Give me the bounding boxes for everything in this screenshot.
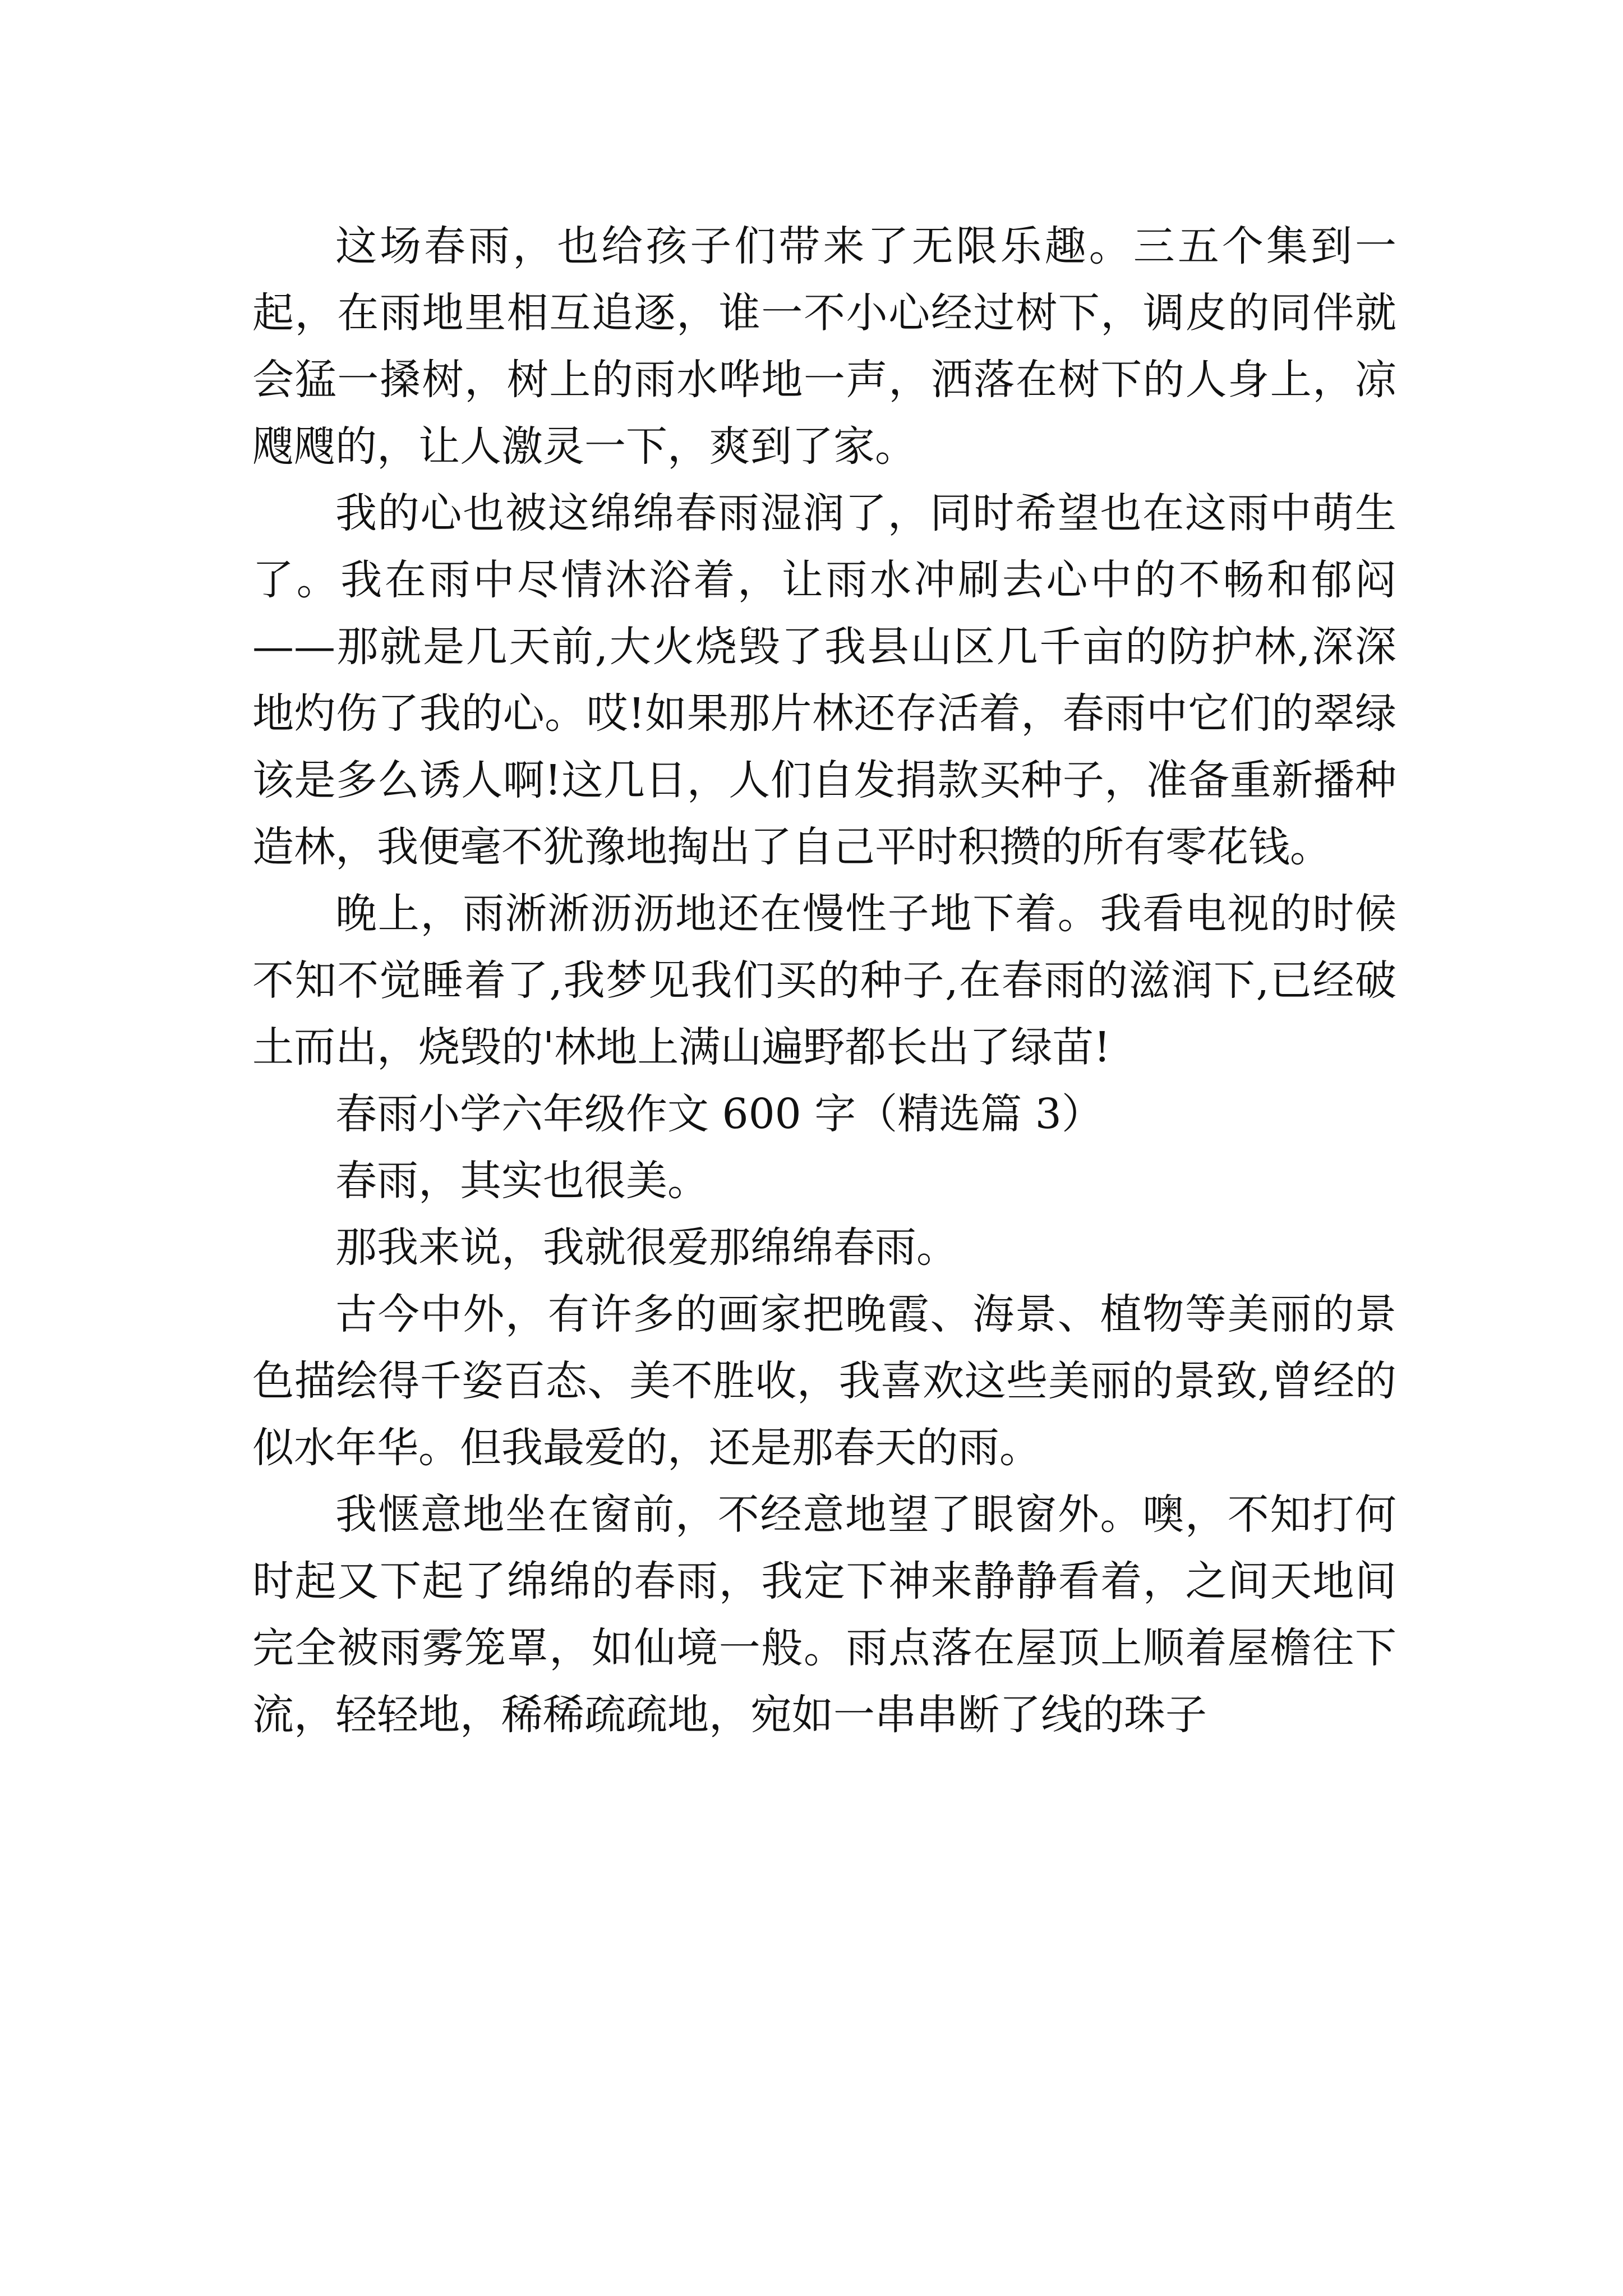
paragraph-evening-dream: 晚上，雨淅淅沥沥地还在慢性子地下着。我看电视的时候不知不觉睡着了,我梦见我们买的种子,在春雨的滋润下,已经破土而出，烧毁的'林地上满山遍野都长出了绿苗!	[252, 890, 1396, 1071]
document-body	[252, 213, 1396, 1749]
paragraph-painters-scenery: 古今中外，有许多的画家把晚霞、海景、植物等美丽的景色描绘得千姿百态、美不胜收，我喜欢这些美丽的景致,曾经的似水年华。但我最爱的，还是那春天的雨。	[252, 1290, 1396, 1472]
paragraph-spring-rain-beautiful: 春雨，其实也很美。	[335, 1157, 709, 1205]
paragraph-hope-forest: 我的心也被这绵绵春雨湿润了，同时希望也在这雨中萌生了。我在雨中尽情沐浴着，让雨水冲刷去心中的不畅和郁闷——那就是几天前,大火烧毁了我县山区几千亩的防护林,深深地灼伤了我的心。哎!如果那片林还存活着，春雨中它们的翠绿该是多么诱人啊!这几日，人们自发捐款买种子，准备重新播种造林，我便毫不犹豫地掏出了自己平时积攒的所有零花钱。	[252, 489, 1396, 871]
paragraph-love-spring-rain: 那我来说，我就很爱那绵绵春雨。	[335, 1223, 958, 1272]
paragraph-window-rain: 我惬意地坐在窗前，不经意地望了眼窗外。噢，不知打何时起又下起了绵绵的春雨，我定下神来静静看着，之间天地间完全被雨雾笼罩，如仙境一般。雨点落在屋顶上顺着屋檐往下流，轻轻地，稀稀疏疏地，宛如一串串断了线的珠子	[252, 1490, 1396, 1739]
paragraph-children-fun: 这场春雨，也给孩子们带来了无限乐趣。三五个集到一起，在雨地里相互追逐，谁一不小心经过树下，调皮的同伴就会猛一搡树，树上的雨水哗地一声，洒落在树下的人身上，凉飕飕的，让人激灵一下，爽到了家。	[252, 222, 1396, 471]
section-heading: 春雨小学六年级作文 600 字（精选篇 3）	[335, 1090, 1103, 1138]
